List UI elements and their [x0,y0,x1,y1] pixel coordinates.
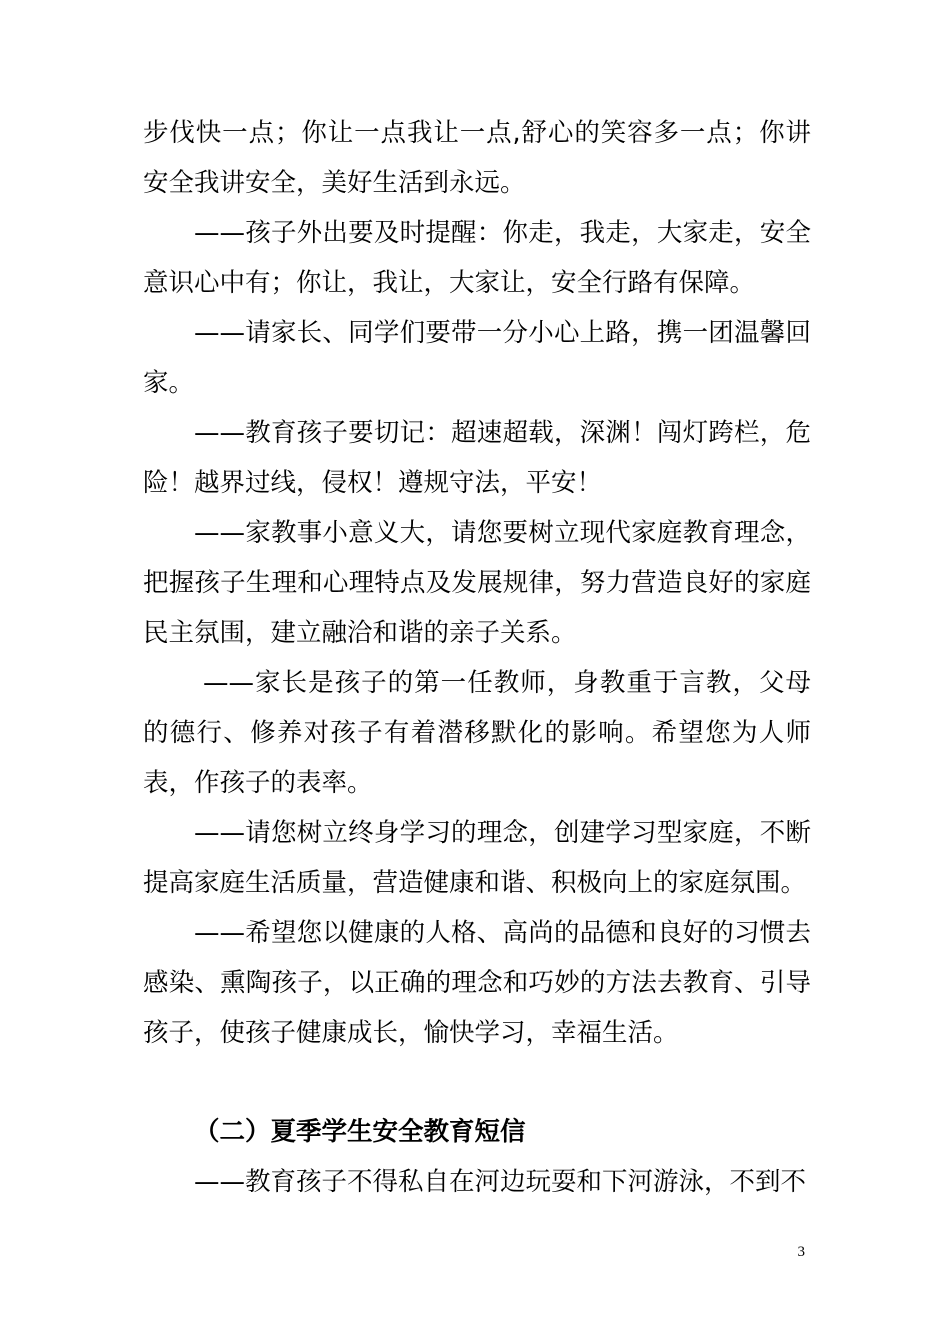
paragraph-healthy-character: ——希望您以健康的人格、高尚的品德和良好的习惯去感染、熏陶孩子，以正确的理念和巧妙的方法去教育、引导孩子，使孩子健康成长，愉快学习，幸福生活。 [143,918,811,1048]
paragraph-continuation: 步伐快一点；你让一点我让一点,舒心的笑容多一点；你讲安全我讲安全，美好生活到永远。 [143,118,811,198]
paragraph-careful-road: ——请家长、同学们要带一分小心上路，携一团温馨回家。 [143,318,811,398]
paragraph-swimming-safety: ——教育孩子不得私自在河边玩耍和下河游泳，不到不 [194,1167,807,1197]
paragraph-lifelong-learning: ——请您树立终身学习的理念，创建学习型家庭，不断提高家庭生活质量，营造健康和谐、积极向上的家庭氛围。 [143,818,811,898]
section-heading: （二）夏季学生安全教育短信 [194,1117,526,1147]
paragraph-family-education: ——家教事小意义大，请您要树立现代家庭教育理念，把握孩子生理和心理特点及发展规律，努力营造良好的家庭民主氛围，建立融洽和谐的亲子关系。 [143,518,811,648]
page-number: 3 [797,1244,805,1260]
paragraph-first-teacher: ——家长是孩子的第一任教师，身教重于言教，父母的德行、修养对孩子有着潜移默化的影响。希望您为人师表，作孩子的表率。 [143,668,811,798]
paragraph-traffic-rules: ——教育孩子要切记：超速超载，深渊！闯灯跨栏，危险！越界过线，侵权！遵规守法，平安！ [143,418,811,498]
paragraph-outing-reminder: ——孩子外出要及时提醒：你走，我走，大家走，安全意识心中有；你让，我让，大家让，安全行路有保障。 [143,218,811,298]
document-body [143,108,811,1207]
